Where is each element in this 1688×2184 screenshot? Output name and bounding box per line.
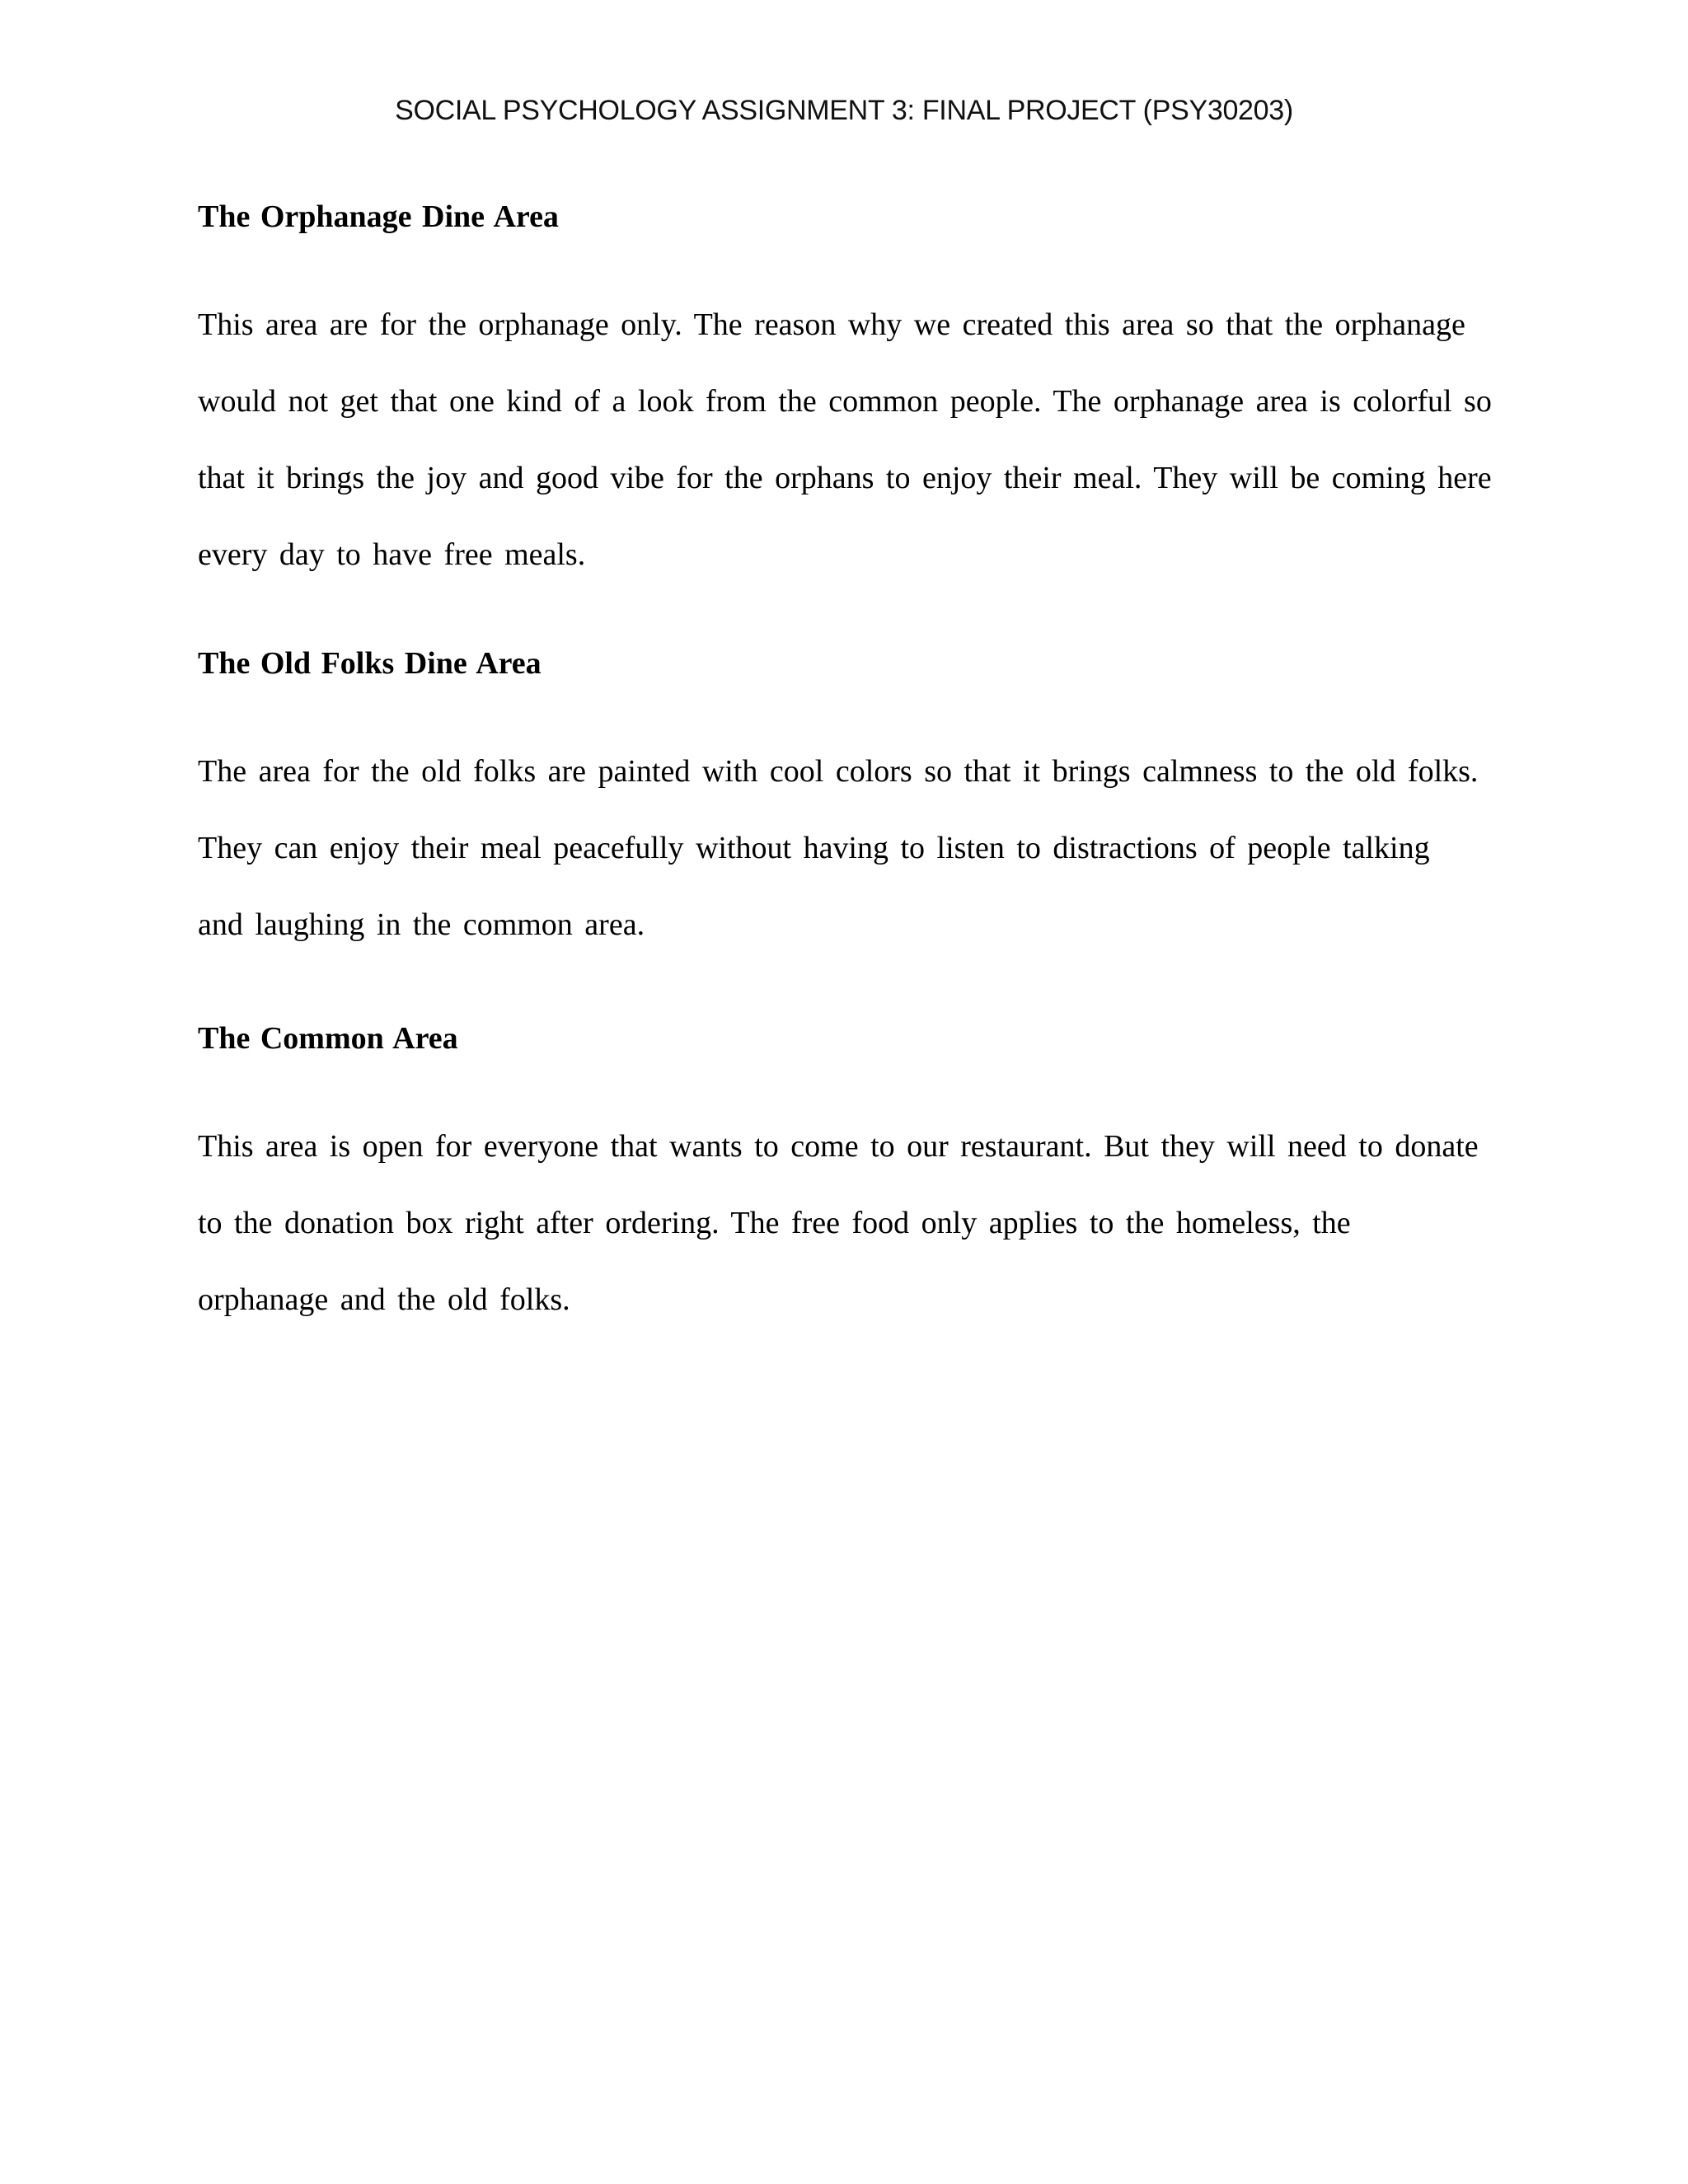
paragraph-line: This area is open for everyone that wants to come to our restaurant. But they will need to donate [198,1129,1479,1164]
paragraph-line: would not get that one kind of a look from the common people. The orphanage area is colorful so [198,384,1492,419]
section-paragraph-orphanage [198,287,1525,593]
section-heading-common-area: The Common Area [198,1021,458,1056]
running-header: SOCIAL PSYCHOLOGY ASSIGNMENT 3: FINAL PROJECT (PSY30203) [395,95,1293,126]
paragraph-line: This area are for the orphanage only. The reason why we created this area so that the orphanage [198,307,1465,342]
paragraph-line: They can enjoy their meal peacefully without having to listen to distractions of people talking [198,831,1430,865]
paragraph-line: orphanage and the old folks. [198,1282,570,1317]
section-heading-old-folks: The Old Folks Dine Area [198,646,542,681]
section-paragraph-common-area [198,1108,1525,1338]
section-heading-orphanage: The Orphanage Dine Area [198,199,559,234]
paragraph-line: every day to have free meals. [198,537,586,572]
document-body [198,196,1525,1338]
paragraph-line: to the donation box right after ordering. The free food only applies to the homeless, the [198,1206,1351,1240]
paragraph-line: The area for the old folks are painted with cool colors so that it brings calmness to the old folks. [198,754,1479,789]
section-paragraph-old-folks [198,733,1525,963]
paragraph-line: that it brings the joy and good vibe for the orphans to enjoy their meal. They will be coming here [198,461,1492,495]
paragraph-line: and laughing in the common area. [198,907,645,942]
